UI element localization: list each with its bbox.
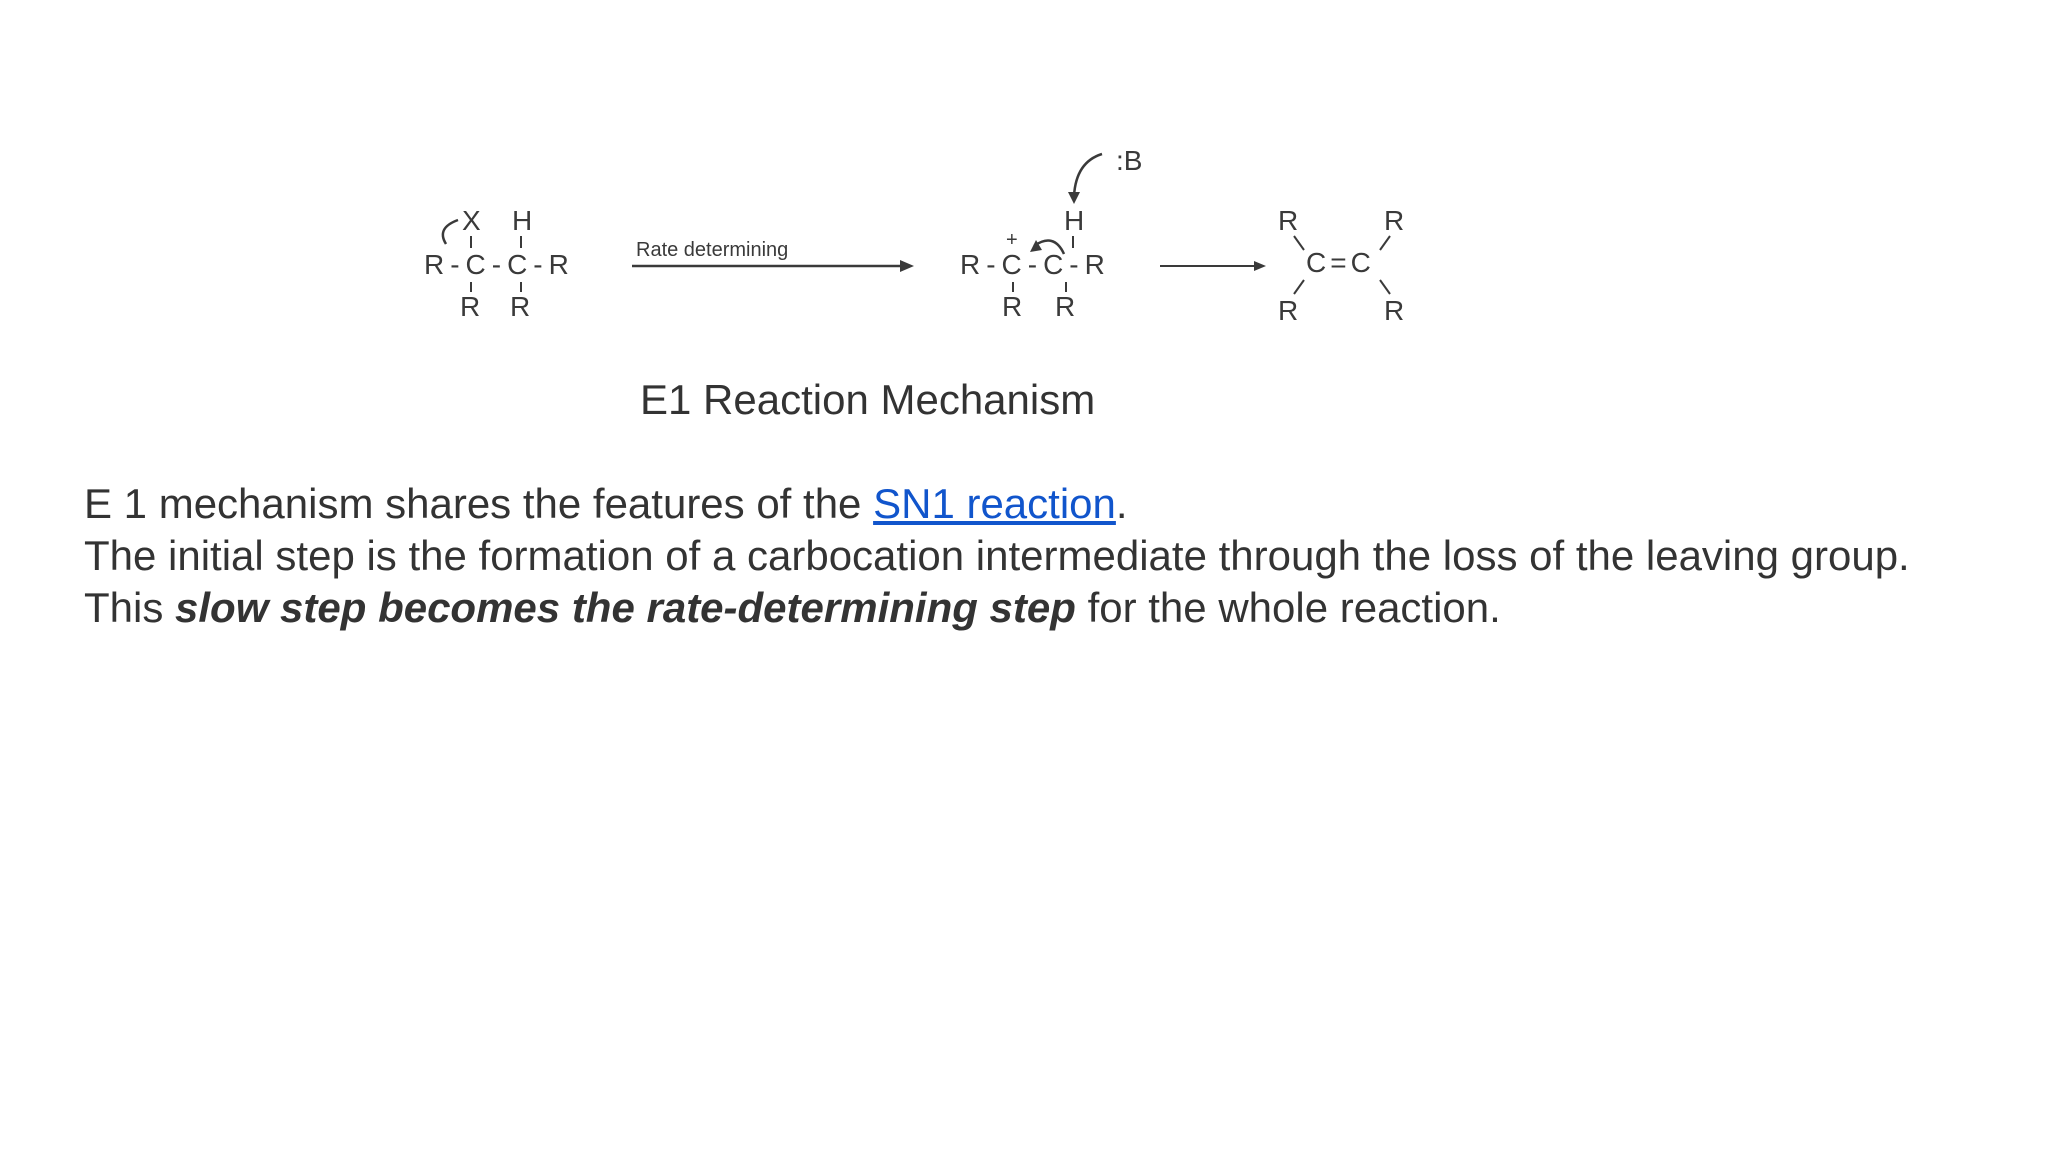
product-substituent-1: R [1278,205,1299,236]
reactant-chain: R-C-C-R [424,249,575,280]
line1-prefix: E 1 mechanism shares the features of the [84,480,874,527]
product-substituent-3: R [1278,295,1299,326]
line3-prefix: This [84,584,176,631]
reactant-leaving-group: X [462,205,481,236]
product-substituent-2: R [1384,205,1405,236]
leaving-group-curved-arrow [443,220,458,244]
intermediate-substituent-2: R [1055,291,1076,322]
intermediate-hydrogen: H [1064,205,1085,236]
carbocation-intermediate [960,145,1142,322]
base-curved-arrow [1074,154,1102,196]
alkene-product [1278,205,1404,326]
product-core: C=C [1306,247,1375,278]
line3-emphasis: slow step becomes the rate-determining step [175,584,1076,631]
product-arrow [1160,261,1266,271]
e1-mechanism-diagram [400,120,1450,340]
line3-suffix: for the whole reaction. [1075,584,1501,631]
rate-determining-label: Rate determining [636,239,789,261]
body-line-3 [84,582,1910,634]
rate-determining-arrow [632,239,914,272]
figure-caption: E1 Reaction Mechanism [640,376,1096,423]
product-substituent-4: R [1384,295,1405,326]
line1-suffix: . [1115,480,1128,527]
intermediate-base: :B [1116,145,1143,176]
body-text [84,478,1910,634]
intermediate-substituent-1: R [1002,291,1023,322]
reactant-substituent-1: R [460,291,481,322]
body-line-2: The initial step is the formation of a carbocation intermediate through the loss of the leaving group. [84,532,1910,579]
reactant-hydrogen: H [512,205,533,236]
intermediate-chain: R-C-C-R [960,249,1111,280]
reactant-substituent-2: R [510,291,531,322]
body-line-1 [84,478,1910,530]
sn1-reaction-link[interactable]: SN1 reaction [873,480,1116,527]
carbocation-charge: + [1006,229,1018,251]
reactant-molecule [424,205,575,322]
